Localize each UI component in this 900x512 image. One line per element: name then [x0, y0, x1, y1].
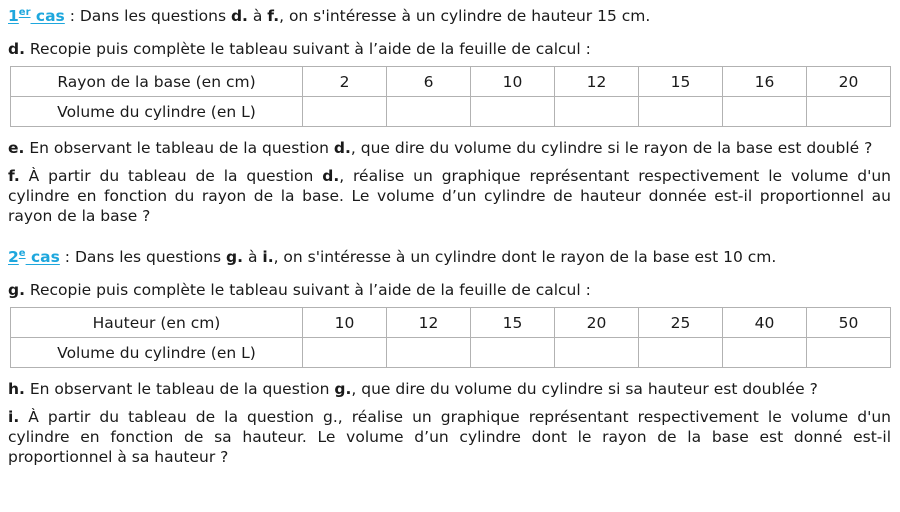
- table-cell: 40: [723, 308, 807, 338]
- table-cell: 20: [555, 308, 639, 338]
- table-cell: 2: [303, 67, 387, 97]
- question-ref: d.: [8, 40, 25, 58]
- text-segment: À partir du tableau de la question g., réalise un graphique représentant respectivement le volume d'un cylindre en fonction de sa hauteur. Le volume d’un cylindre dont le rayon de la base est donné est-il proportionnel à sa hauteur ?: [8, 408, 891, 466]
- text-segment: À partir du tableau de la question: [19, 167, 323, 185]
- question-ref: g.: [226, 248, 244, 266]
- table-cell: 6: [387, 67, 471, 97]
- table-cell: 15: [471, 308, 555, 338]
- table-cell: 12: [555, 67, 639, 97]
- text-segment: à: [247, 7, 268, 25]
- text-segment: , on s'intéresse à un cylindre de hauteur 15 cm.: [279, 7, 651, 25]
- table-height-volume: [10, 307, 891, 368]
- row-header-height: Hauteur (en cm): [11, 308, 303, 338]
- case-label: 1: [8, 7, 19, 25]
- question-ref: i.: [262, 248, 274, 266]
- table-cell: [387, 338, 471, 368]
- table-row-radius: [11, 67, 891, 97]
- table-cell: 20: [807, 67, 891, 97]
- table-cell: [723, 338, 807, 368]
- text-segment: Recopie puis complète le tableau suivant à l’aide de la feuille de calcul :: [24, 281, 591, 299]
- text-segment: : Dans les questions: [59, 248, 227, 266]
- question-ref: g.: [8, 281, 25, 299]
- text-segment: , que dire du volume du cylindre si le rayon de la base est doublé ?: [350, 139, 873, 157]
- row-header-volume: Volume du cylindre (en L): [11, 97, 303, 127]
- text-segment: Recopie puis complète le tableau suivant à l’aide de la feuille de calcul :: [24, 40, 591, 58]
- table-radius-volume: [10, 66, 891, 127]
- case1-intro-line: [8, 6, 891, 26]
- case-label: cas: [30, 7, 65, 25]
- table-cell: [639, 97, 723, 127]
- table-cell: [639, 338, 723, 368]
- row-header-volume: Volume du cylindre (en L): [11, 338, 303, 368]
- text-segment: , on s'intéresse à un cylindre dont le rayon de la base est 10 cm.: [273, 248, 777, 266]
- case-label: er: [18, 6, 31, 18]
- question-ref: i.: [8, 408, 20, 426]
- table-cell: 15: [639, 67, 723, 97]
- table-cell: [471, 97, 555, 127]
- text-segment: : Dans les questions: [64, 7, 231, 25]
- table-cell: 25: [639, 308, 723, 338]
- table-cell: [471, 338, 555, 368]
- question-d-line: [8, 39, 891, 59]
- question-ref: h.: [8, 380, 25, 398]
- row-header-radius: Rayon de la base (en cm): [11, 67, 303, 97]
- case-label: 2: [8, 248, 19, 266]
- table-cell: 10: [471, 67, 555, 97]
- table-cell: [555, 338, 639, 368]
- table-cell: 50: [807, 308, 891, 338]
- case2-intro-line: [8, 247, 891, 267]
- question-ref: f.: [267, 7, 280, 25]
- question-ref: d.: [230, 7, 248, 25]
- table-cell: [807, 97, 891, 127]
- table-row-height: [11, 308, 891, 338]
- question-ref: g.: [334, 380, 352, 398]
- table-cell: 10: [303, 308, 387, 338]
- question-g-line: [8, 280, 891, 300]
- text-segment: , réalise un graphique représentant respectivement le volume d'un cylindre en fonction du rayon de la base. Le volume d’un cylindre de hauteur donnée est-il proportionnel au rayon de la base ?: [8, 167, 891, 225]
- text-segment: En observant le tableau de la question: [24, 139, 334, 157]
- question-e-paragraph: [8, 138, 891, 158]
- text-segment: En observant le tableau de la question: [24, 380, 335, 398]
- table-cell: 12: [387, 308, 471, 338]
- text-segment: , que dire du volume du cylindre si sa hauteur est doublée ?: [351, 380, 818, 398]
- table-row-volume: [11, 338, 891, 368]
- case-label: e: [18, 247, 26, 259]
- question-ref: f.: [8, 167, 20, 185]
- table-cell: [555, 97, 639, 127]
- text-segment: à: [243, 248, 263, 266]
- table-row-volume: [11, 97, 891, 127]
- table-cell: [807, 338, 891, 368]
- question-i-paragraph: [8, 407, 891, 467]
- table-cell: 16: [723, 67, 807, 97]
- table-cell: [303, 338, 387, 368]
- question-ref: d.: [333, 139, 351, 157]
- question-h-paragraph: [8, 379, 891, 399]
- table-cell: [723, 97, 807, 127]
- table-cell: [387, 97, 471, 127]
- table-cell: [303, 97, 387, 127]
- case-label: cas: [25, 248, 60, 266]
- question-f-paragraph: [8, 166, 891, 226]
- question-ref: d.: [322, 167, 340, 185]
- question-ref: e.: [8, 139, 25, 157]
